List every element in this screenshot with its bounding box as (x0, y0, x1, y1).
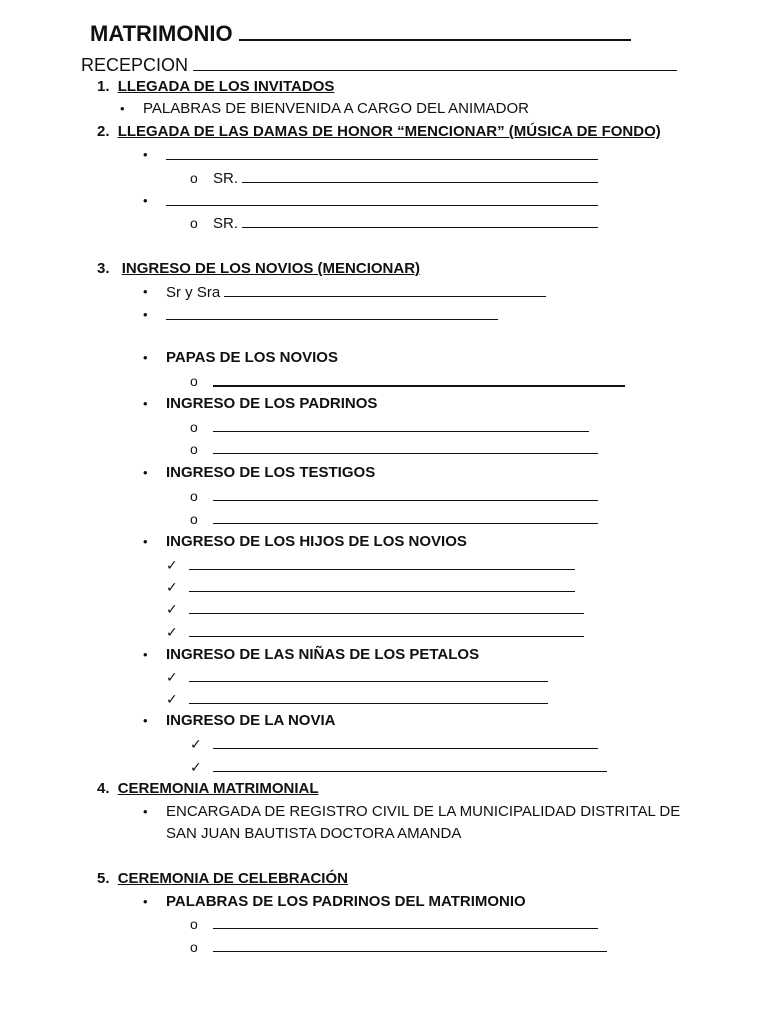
circle-bullet-icon: o (190, 373, 198, 389)
sr-line: SR. (213, 168, 598, 189)
document-title (90, 20, 631, 48)
section-5-heading (97, 869, 348, 889)
circle-bullet-icon: o (190, 170, 198, 186)
list-item-line-1: ENCARGADA DE REGISTRO CIVIL DE LA MUNICIPALIDAD DISTRITAL DE (166, 803, 681, 820)
blank-line[interactable] (189, 577, 575, 598)
blank-line[interactable] (213, 937, 607, 958)
blank-line[interactable] (166, 191, 598, 212)
blank-line[interactable] (213, 734, 598, 755)
blank-line[interactable] (213, 371, 625, 393)
subtitle-text: RECEPCION (81, 55, 189, 75)
blank-line[interactable] (213, 509, 598, 530)
section-4-heading (97, 779, 319, 799)
section-title: CEREMONIA DE CELEBRACIÓN (117, 870, 348, 887)
blank-line[interactable] (166, 145, 598, 166)
bullet-icon: • (143, 804, 148, 819)
checkmark-icon: ✓ (166, 669, 178, 685)
blank-line[interactable] (189, 667, 548, 688)
section-number: 5. (97, 870, 110, 887)
checkmark-icon: ✓ (166, 601, 178, 617)
blank-line[interactable] (213, 757, 607, 778)
papas-heading: PAPAS DE LOS NOVIOS (166, 349, 338, 366)
blank-line[interactable] (213, 439, 598, 460)
section-number: 1. (97, 78, 110, 95)
hijos-heading: INGRESO DE LOS HIJOS DE LOS NOVIOS (166, 533, 467, 550)
list-item-line-2: SAN JUAN BAUTISTA DOCTORA AMANDA (166, 825, 462, 842)
blank-line[interactable] (189, 689, 548, 710)
blank-line[interactable] (166, 305, 498, 326)
list-item: PALABRAS DE BIENVENIDA A CARGO DEL ANIMADOR (143, 100, 529, 117)
blank-line[interactable] (224, 282, 546, 297)
bullet-icon: • (143, 713, 148, 728)
circle-bullet-icon: o (190, 419, 198, 435)
checkmark-icon: ✓ (166, 579, 178, 595)
circle-bullet-icon: o (190, 511, 198, 527)
circle-bullet-icon: o (190, 488, 198, 504)
blank-line[interactable] (189, 622, 584, 643)
sr-sra-line: Sr y Sra (166, 282, 546, 303)
bullet-icon: • (143, 647, 148, 662)
blank-line[interactable] (213, 417, 589, 438)
section-3-heading (97, 259, 420, 279)
checkmark-icon: ✓ (190, 736, 202, 752)
novia-heading: INGRESO DE LA NOVIA (166, 712, 336, 729)
document-subtitle (81, 53, 677, 77)
subtitle-blank[interactable] (193, 55, 677, 71)
padrinos-palabras-heading: PALABRAS DE LOS PADRINOS DEL MATRIMONIO (166, 893, 526, 910)
bullet-icon: • (143, 284, 148, 299)
blank-line[interactable] (189, 555, 575, 576)
section-number: 4. (97, 780, 110, 797)
blank-line[interactable] (189, 599, 584, 620)
blank-line[interactable] (213, 914, 598, 935)
circle-bullet-icon: o (190, 441, 198, 457)
bullet-icon: • (120, 101, 125, 116)
blank-line[interactable] (242, 168, 598, 183)
section-2-heading (97, 122, 661, 142)
blank-line[interactable] (242, 213, 598, 228)
testigos-heading: INGRESO DE LOS TESTIGOS (166, 464, 376, 481)
bullet-icon: • (143, 396, 148, 411)
checkmark-icon: ✓ (166, 624, 178, 640)
checkmark-icon: ✓ (166, 691, 178, 707)
bullet-icon: • (143, 193, 148, 208)
checkmark-icon: ✓ (166, 557, 178, 573)
bullet-icon: • (143, 350, 148, 365)
bullet-icon: • (143, 534, 148, 549)
checkmark-icon: ✓ (190, 759, 202, 775)
circle-bullet-icon: o (190, 215, 198, 231)
section-title: LLEGADA DE LOS INVITADOS (117, 78, 335, 95)
section-1-heading (97, 77, 334, 97)
circle-bullet-icon: o (190, 916, 198, 932)
padrinos-heading: INGRESO DE LOS PADRINOS (166, 395, 378, 412)
title-blank[interactable] (239, 21, 631, 41)
section-title: INGRESO DE LOS NOVIOS (MENCIONAR) (121, 260, 421, 277)
sr-line: SR. (213, 213, 598, 234)
bullet-icon: • (143, 465, 148, 480)
section-title: CEREMONIA MATRIMONIAL (117, 780, 319, 797)
section-number: 2. (97, 123, 110, 140)
section-title: LLEGADA DE LAS DAMAS DE HONOR “MENCIONAR” (MÚSICA DE FONDO) (117, 123, 661, 140)
ninas-heading: INGRESO DE LAS NIÑAS DE LOS PETALOS (166, 646, 480, 663)
blank-line[interactable] (213, 486, 598, 507)
bullet-icon: • (143, 894, 148, 909)
title-text: MATRIMONIO (90, 21, 233, 46)
section-number: 3. (97, 260, 110, 277)
bullet-icon: • (143, 307, 148, 322)
circle-bullet-icon: o (190, 939, 198, 955)
bullet-icon: • (143, 147, 148, 162)
